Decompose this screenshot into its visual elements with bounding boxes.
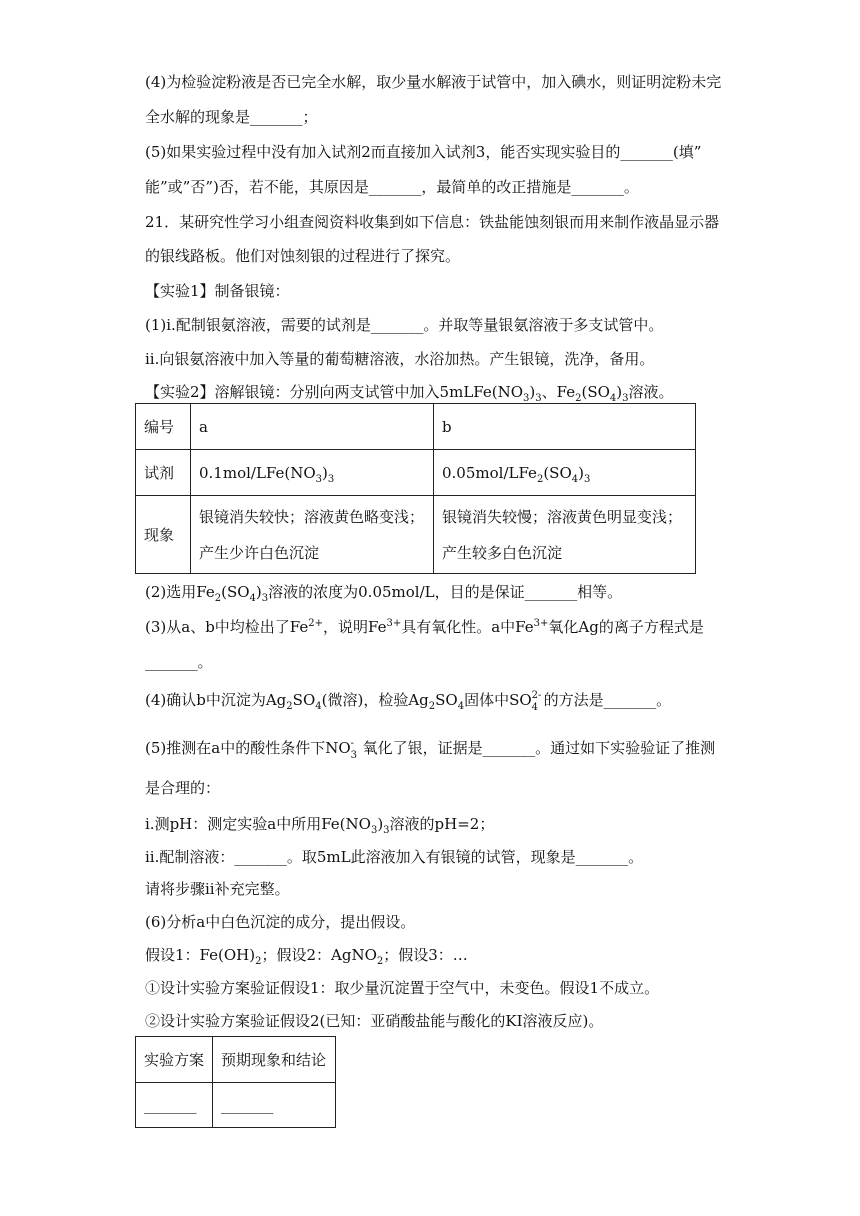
table-cell: 编号 (136, 404, 191, 450)
text: (5)推测在a中的酸性条件下NO (145, 739, 351, 757)
subscript: 3 (583, 473, 591, 485)
text: ) (578, 463, 584, 482)
text-line (145, 617, 704, 637)
table-cell: 预期现象和结论 (213, 1037, 336, 1083)
table-row (136, 1037, 336, 1083)
subscript: 2 (536, 473, 544, 485)
text-line: 全水解的现象是_______； (145, 108, 318, 126)
text: 氧化Ag的离子方程式是 (548, 618, 704, 636)
subscript: 4 (571, 473, 579, 485)
superscript: 3+ (386, 618, 402, 629)
subscript: 3 (261, 593, 269, 604)
subscript: 3 (523, 393, 530, 404)
subscript: 4 (609, 393, 617, 404)
text: ；假设2：AgNO (261, 946, 377, 964)
text: (4)确认b中沉淀为Ag (145, 691, 287, 709)
table-cell (191, 450, 434, 496)
subscript: 4 (531, 702, 539, 713)
experiment-2-heading (145, 382, 674, 402)
text: i.测pH：测定实验a中所用Fe(NO (145, 815, 371, 833)
text-line (145, 582, 622, 602)
subscript: 3 (622, 393, 629, 404)
table-cell: _______ (136, 1083, 213, 1128)
text: 固体中SO (464, 691, 532, 709)
experiment-2-table (135, 403, 696, 574)
subscript: 3 (350, 750, 357, 761)
text: (SO (581, 383, 610, 401)
table-cell: 现象 (136, 496, 191, 574)
superscript: - (350, 738, 355, 749)
table-cell (191, 496, 434, 574)
text-line: ii.配制溶液：_______。取5mL此溶液加入有银镜的试管，现象是_______。 (145, 848, 644, 866)
text: 溶液的pH=2； (389, 815, 495, 833)
subscript: 3 (327, 473, 335, 485)
table-cell: a (191, 404, 434, 450)
subscript: 3 (370, 825, 378, 836)
table-row (136, 496, 696, 574)
text: ，说明Fe (323, 618, 387, 636)
text-line: ii.向银氨溶液中加入等量的葡萄糖溶液，水浴加热。产生银镜，洗净，备用。 (145, 350, 655, 368)
text-line: 是合理的： (145, 779, 221, 797)
text-line: (6)分析a中白色沉淀的成分，提出假设。 (145, 913, 416, 931)
text: 溶液。 (628, 383, 674, 401)
table-cell (434, 496, 696, 574)
subscript: 3 (383, 825, 390, 836)
text: 氧化了银，证据是_______。通过如下实验验证了推测 (362, 739, 716, 757)
table-cell (434, 450, 696, 496)
text-line (145, 738, 716, 761)
text-line: _______。 (145, 653, 213, 671)
subscript: 4 (315, 701, 322, 712)
text-line (145, 945, 468, 965)
ion-charge (531, 690, 544, 713)
text: ) (255, 583, 262, 601)
text-line: (5)如果实验过程中没有加入试剂2而直接加入试剂3，能否实现实验目的_______(填” (145, 143, 702, 161)
subscript: 4 (249, 593, 256, 604)
text: SO (435, 691, 458, 709)
subscript: 2 (255, 956, 262, 967)
text: (SO (543, 463, 572, 482)
text: 假设1：Fe(OH) (145, 946, 256, 964)
subscript: 3 (535, 393, 542, 404)
table-row (136, 1083, 336, 1128)
text: 具有氧化性。a中Fe (401, 618, 534, 636)
question-21-intro: 21．某研究性学习小组查阅资料收集到如下信息：铁盐能蚀刻银而用来制作液晶显示器 (145, 213, 720, 231)
text: ) (377, 815, 384, 833)
table-row (136, 450, 696, 496)
subscript: 4 (457, 701, 465, 712)
text: 【实验2】溶解银镜：分别向两支试管中加入5mLFe(NO (145, 383, 524, 401)
text: SO (292, 691, 316, 709)
table-row (136, 404, 696, 450)
text: 的方法是_______。 (543, 691, 672, 709)
text: 银镜消失较快；溶液黄色略变浅； (199, 507, 425, 526)
table-cell: _______ (213, 1083, 336, 1128)
text: ；假设3：… (383, 946, 468, 964)
hypothesis-2-table (135, 1036, 336, 1128)
text: (SO (221, 583, 250, 601)
text-line: 请将步骤ii补充完整。 (145, 880, 290, 898)
subscript: 2 (376, 956, 384, 967)
superscript: 2+ (308, 618, 324, 629)
text: (2)选用Fe (145, 583, 215, 601)
text: (3)从a、b中均检出了Fe (145, 618, 309, 636)
text: 产生较多白色沉淀 (442, 543, 563, 562)
text: ) (529, 383, 536, 401)
subscript: 2 (428, 701, 436, 712)
text-line (145, 690, 672, 713)
experiment-1-heading: 【实验1】制备银镜： (145, 282, 290, 300)
text: 0.1mol/LFe(NO (199, 463, 316, 482)
text-line (145, 814, 494, 834)
superscript: 2- (531, 690, 542, 701)
table-cell: b (434, 404, 696, 450)
subscript: 2 (286, 701, 293, 712)
ion-charge (350, 738, 363, 761)
text: ) (616, 383, 623, 401)
text: 0.05mol/LFe (442, 463, 537, 482)
text-line: (1)i.配制银氨溶液，需要的试剂是_______。并取等量银氨溶液于多支试管中。 (145, 316, 664, 334)
subscript: 2 (214, 593, 222, 604)
text-line: ②设计实验方案验证假设2(已知：亚硝酸盐能与酸化的KI溶液反应)。 (145, 1012, 604, 1030)
text: ) (322, 463, 328, 482)
superscript: 3+ (533, 618, 549, 629)
subscript: 3 (315, 473, 323, 485)
text: 银镜消失较慢；溶液黄色明显变浅； (442, 507, 683, 526)
text-line: ①设计实验方案验证假设1：取少量沉淀置于空气中，未变色。假设1不成立。 (145, 979, 660, 997)
text: 、Fe (541, 383, 576, 401)
text-line: 的银线路板。他们对蚀刻银的过程进行了探究。 (145, 247, 461, 265)
text: 产生少许白色沉淀 (199, 543, 320, 562)
subscript: 2 (575, 393, 582, 404)
text: 溶液的浓度为0.05mol/L，目的是保证_______相等。 (268, 583, 623, 601)
text-line: (4)为检验淀粉液是否已完全水解，取少量水解液于试管中，加入碘水，则证明淀粉未完 (145, 73, 722, 91)
text-line: 能”或”否”)否，若不能，其原因是_______，最简单的改正措施是_______。 (145, 178, 639, 196)
table-cell: 试剂 (136, 450, 191, 496)
text: (微溶)，检验Ag (321, 691, 429, 709)
table-cell: 实验方案 (136, 1037, 213, 1083)
